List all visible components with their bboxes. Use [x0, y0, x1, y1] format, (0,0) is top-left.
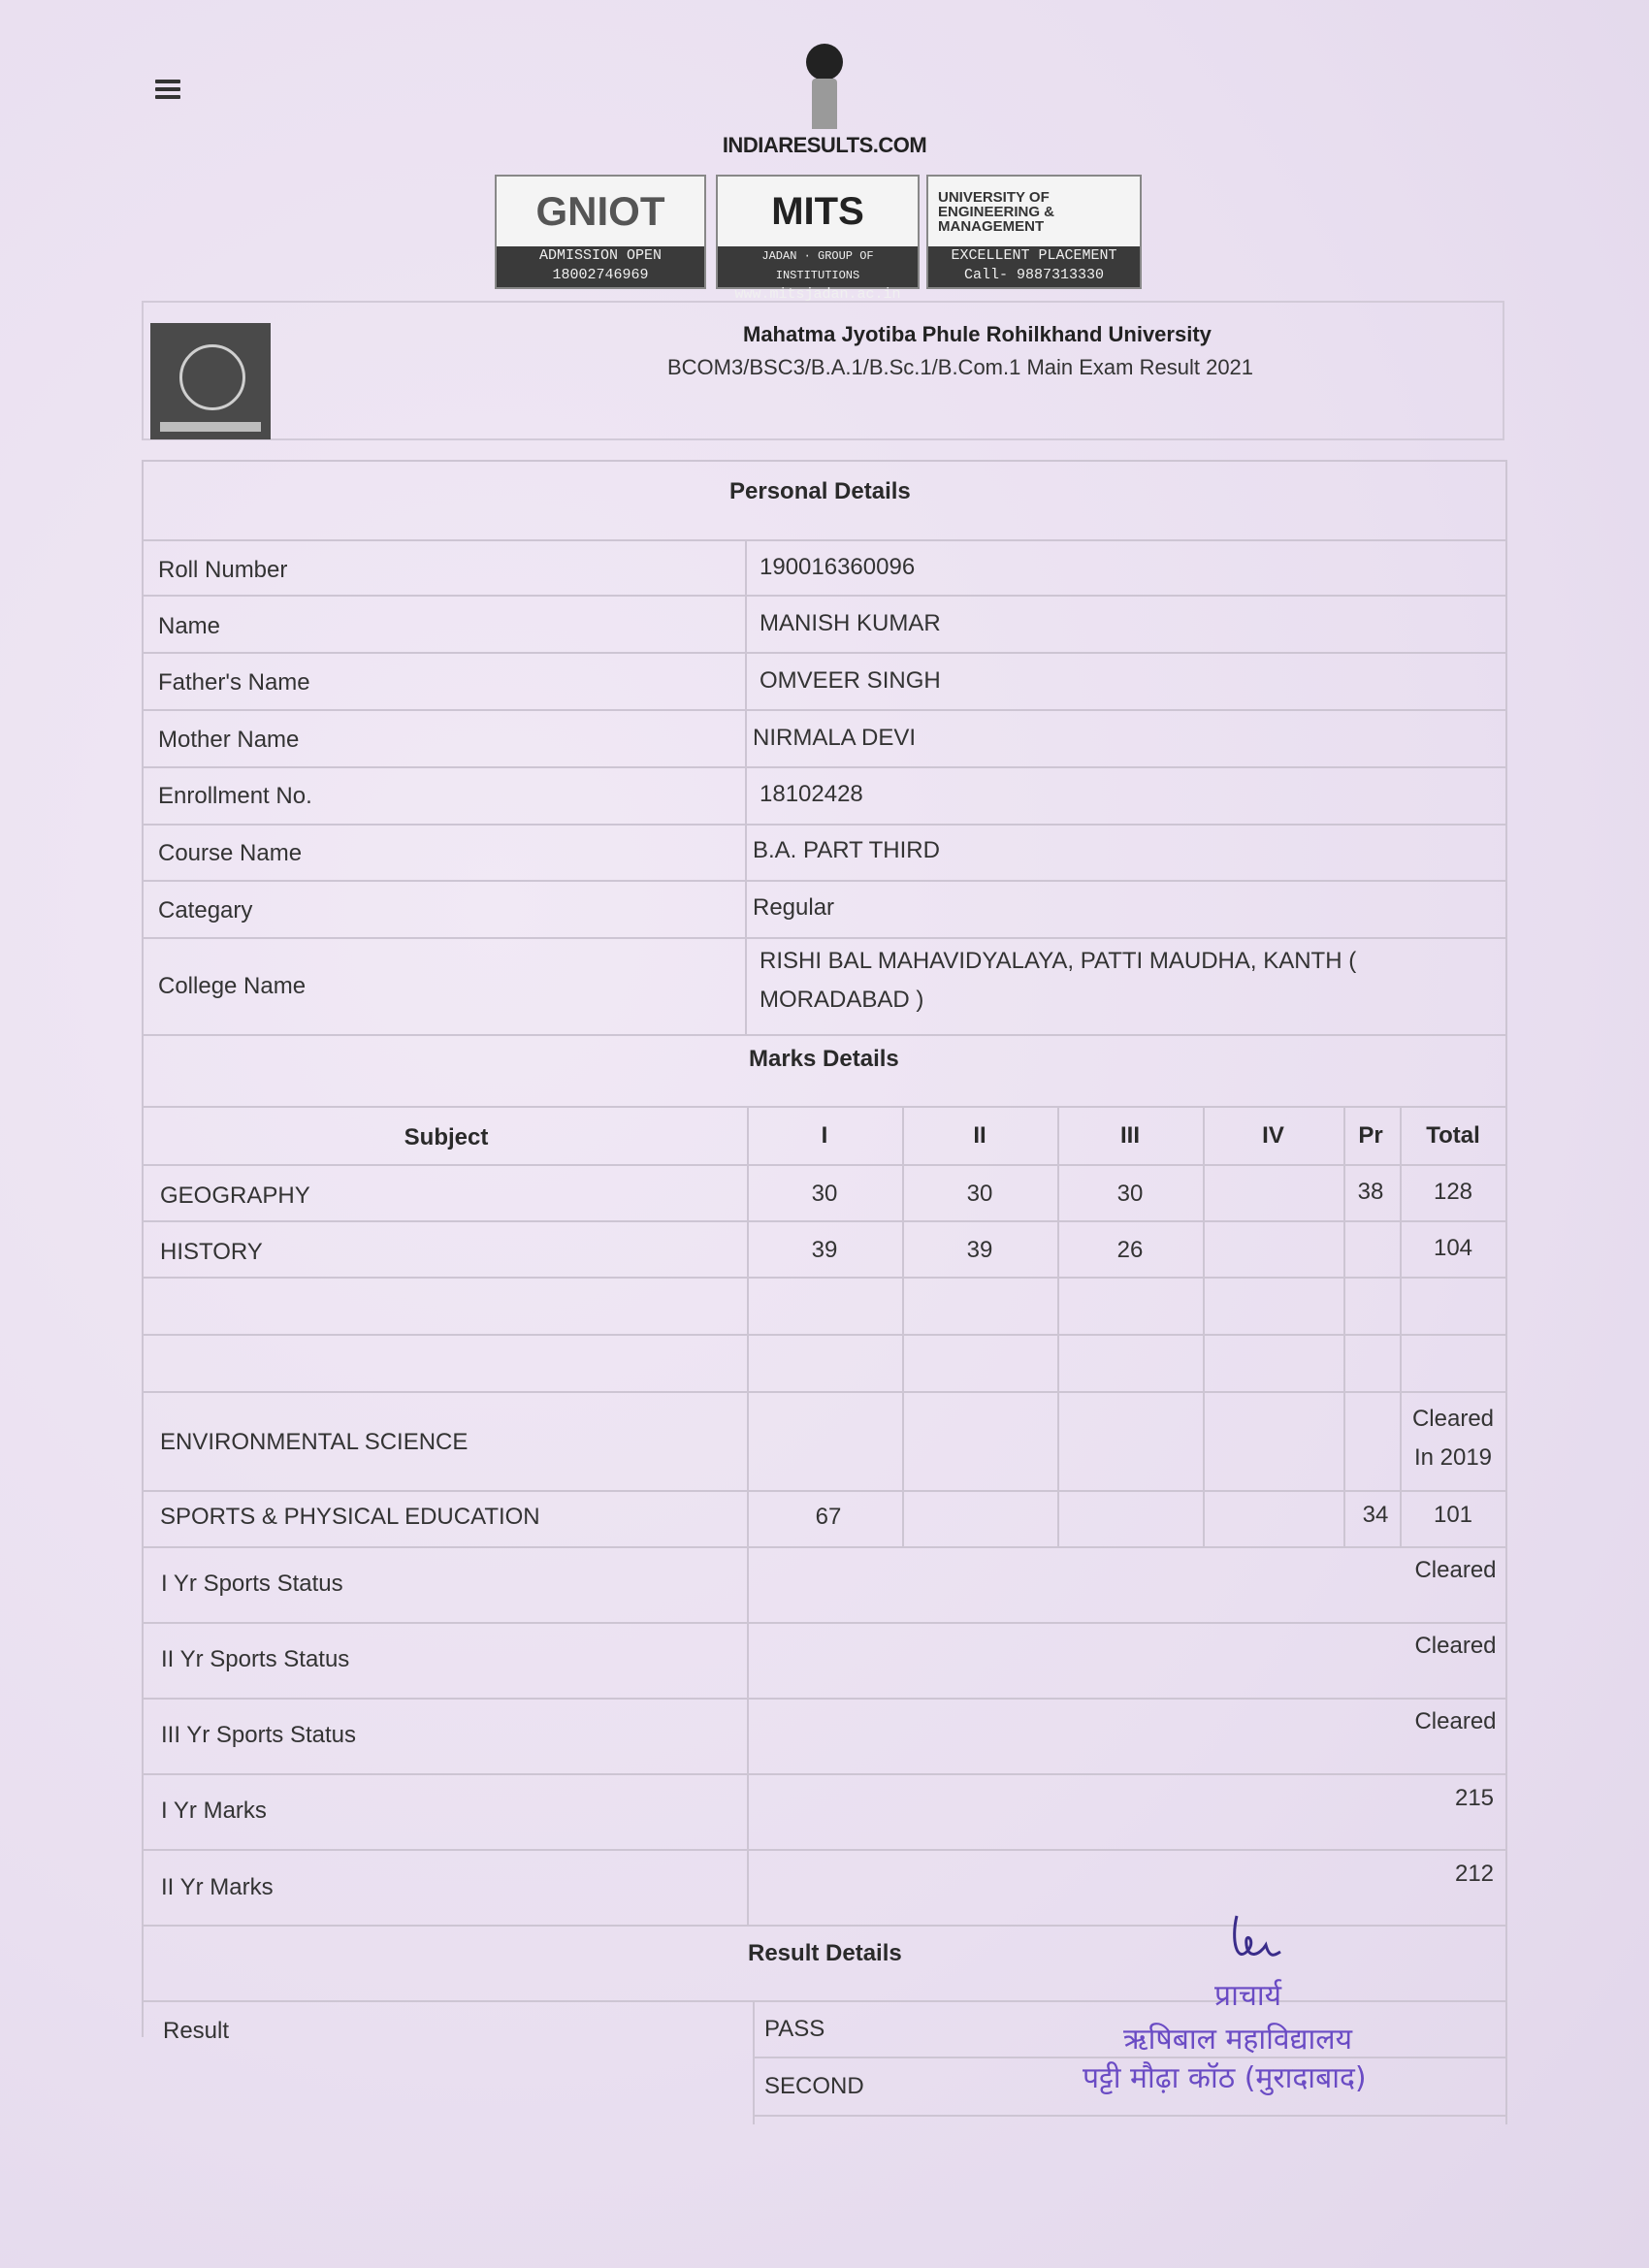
grid-line-vertical	[142, 460, 144, 2037]
grid-line-horizontal	[142, 460, 1505, 462]
subject-sports: SPORTS & PHYSICAL EDUCATION	[160, 1504, 540, 1530]
grid-line-horizontal	[142, 1622, 1505, 1624]
col-iv: IV	[1262, 1122, 1284, 1149]
ad-mits-name: MITS	[771, 189, 864, 233]
subject-environmental-science: ENVIRONMENTAL SCIENCE	[160, 1429, 469, 1455]
label-ii-yr-marks: II Yr Marks	[161, 1874, 274, 1900]
grid-line-horizontal	[753, 2115, 1505, 2117]
ad-mits-line1: www.mitsjadan.ac.in	[734, 286, 901, 303]
menu-icon[interactable]	[155, 80, 180, 99]
grid-line-horizontal	[142, 2000, 1505, 2002]
history-total: 104	[1433, 1235, 1473, 1261]
grid-line-horizontal	[142, 539, 1505, 541]
marks-details-title: Marks Details	[749, 1046, 899, 1072]
label-enrollment-no: Enrollment No.	[158, 783, 312, 809]
value-fathers-name: OMVEER SINGH	[760, 667, 941, 694]
indiaresults-mark-icon	[800, 44, 849, 131]
label-roll-number: Roll Number	[158, 557, 288, 583]
sports-total: 101	[1433, 1502, 1473, 1528]
grid-line-horizontal	[142, 1106, 1505, 1108]
university-name: Mahatma Jyotiba Phule Rohilkhand University	[743, 322, 1212, 346]
geography-pr: 38	[1357, 1179, 1384, 1205]
grid-line-vertical	[1057, 1490, 1059, 1546]
grid-line-horizontal	[142, 1925, 1505, 1927]
col-subject: Subject	[404, 1124, 489, 1150]
subject-geography: GEOGRAPHY	[160, 1183, 310, 1209]
value-ii-yr-marks: 212	[1454, 1861, 1495, 1887]
history-ii: 39	[966, 1237, 993, 1263]
stamp-college: ऋषिबाल महाविद्यालय	[1123, 2023, 1352, 2057]
ad-gniot-line1: ADMISSION OPEN	[538, 247, 663, 264]
grid-line-horizontal	[142, 1277, 1505, 1279]
geography-iii: 30	[1116, 1181, 1144, 1207]
geography-ii: 30	[966, 1181, 993, 1207]
ad-gniot-line2: 18002746969	[552, 267, 649, 283]
label-category: Categary	[158, 897, 253, 923]
value-enrollment-no: 18102428	[760, 781, 863, 807]
label-ii-yr-sports: II Yr Sports Status	[161, 1646, 350, 1672]
value-i-yr-sports: Cleared	[1414, 1557, 1497, 1583]
value-iii-yr-sports: Cleared	[1414, 1708, 1497, 1734]
history-i: 39	[811, 1237, 838, 1263]
grid-line-horizontal	[142, 1773, 1505, 1775]
value-mother-name: NIRMALA DEVI	[753, 725, 917, 751]
exam-name: BCOM3/BSC3/B.A.1/B.Sc.1/B.Com.1 Main Exam Result 2021	[667, 355, 1254, 379]
grid-line-horizontal	[142, 1490, 1505, 1492]
grid-line-horizontal	[142, 1698, 1505, 1700]
value-result: PASS	[764, 2016, 825, 2042]
value-division: SECOND	[764, 2073, 864, 2099]
ad-mits[interactable]	[716, 175, 920, 303]
col-ii: II	[973, 1122, 986, 1149]
subject-history: HISTORY	[160, 1239, 263, 1265]
env-total-line2: In 2019	[1413, 1444, 1493, 1471]
value-i-yr-marks: 215	[1454, 1785, 1495, 1811]
geography-total: 128	[1433, 1179, 1473, 1205]
sports-i: 67	[815, 1504, 842, 1530]
ad-gniot-info	[497, 246, 704, 287]
grid-line-vertical	[1203, 1490, 1205, 1546]
personal-details-title: Personal Details	[729, 478, 911, 504]
ad-gniot-name: GNIOT	[535, 188, 665, 234]
grid-line-horizontal	[142, 595, 1505, 597]
ad-gniot[interactable]	[495, 175, 706, 289]
grid-line-horizontal	[142, 709, 1505, 711]
ad-uem-line1: EXCELLENT PLACEMENT	[951, 247, 1117, 264]
label-iii-yr-sports: III Yr Sports Status	[161, 1722, 356, 1748]
signature-icon	[1227, 1911, 1285, 1979]
ad-mits-info	[718, 246, 918, 303]
value-course-name: B.A. PART THIRD	[753, 837, 940, 863]
value-category: Regular	[753, 894, 835, 921]
history-iii: 26	[1116, 1237, 1144, 1263]
label-college-name: College Name	[158, 973, 307, 999]
grid-line-horizontal	[142, 1546, 1505, 1548]
col-total: Total	[1426, 1122, 1480, 1149]
university-seal-icon	[150, 323, 271, 439]
grid-line-vertical	[747, 1546, 749, 1925]
ad-uem-line2: Call- 9887313330	[963, 267, 1105, 283]
grid-line-vertical	[745, 539, 747, 1034]
grid-line-horizontal	[142, 880, 1505, 882]
geography-i: 30	[811, 1181, 838, 1207]
label-result: Result	[163, 2018, 230, 2044]
grid-line-horizontal	[142, 766, 1505, 768]
sports-pr: 34	[1362, 1502, 1389, 1528]
result-details-title: Result Details	[748, 1940, 902, 1966]
ad-mits-sub: JADAN · GROUP OF INSTITUTIONS	[761, 249, 874, 282]
col-iii: III	[1119, 1122, 1140, 1149]
col-pr: Pr	[1358, 1122, 1383, 1149]
brand-text: INDIARESULTS.COM	[722, 133, 927, 157]
grid-line-horizontal	[142, 1034, 1505, 1036]
grid-line-vertical	[753, 2000, 755, 2124]
label-i-yr-marks: I Yr Marks	[161, 1798, 267, 1824]
value-ii-yr-sports: Cleared	[1414, 1633, 1497, 1659]
ad-uem[interactable]	[926, 175, 1142, 289]
grid-line-horizontal	[142, 652, 1505, 654]
label-i-yr-sports: I Yr Sports Status	[161, 1571, 343, 1597]
value-name: MANISH KUMAR	[760, 610, 941, 636]
env-total-line1: Cleared	[1411, 1406, 1495, 1432]
grid-line-horizontal	[142, 1849, 1505, 1851]
grid-line-horizontal	[142, 824, 1505, 826]
label-name: Name	[158, 613, 221, 639]
ad-uem-info	[928, 246, 1140, 287]
label-course-name: Course Name	[158, 840, 303, 866]
grid-line-horizontal	[142, 1220, 1505, 1222]
grid-line-horizontal	[142, 1391, 1505, 1393]
value-roll-number: 190016360096	[760, 554, 916, 580]
grid-line-horizontal	[142, 937, 1505, 939]
label-fathers-name: Father's Name	[158, 669, 310, 696]
grid-line-horizontal	[142, 1334, 1505, 1336]
grid-line-horizontal	[142, 1164, 1505, 1166]
label-mother-name: Mother Name	[158, 727, 300, 753]
grid-line-vertical	[1343, 1490, 1345, 1546]
ad-uem-name: UNIVERSITY OF ENGINEERING & MANAGEMENT	[938, 188, 1055, 235]
col-i: I	[821, 1122, 828, 1149]
grid-line-vertical	[747, 1490, 749, 1546]
value-college-name: RISHI BAL MAHAVIDYALAYA, PATTI MAUDHA, KANTH ( MORADABAD )	[760, 948, 1357, 1013]
indiaresults-logo[interactable]	[713, 44, 936, 158]
stamp-address: पट्टी मौढ़ा कॉठ (मुरादाबाद)	[1083, 2061, 1367, 2095]
stamp-principal: प्राचार्य	[1214, 1979, 1282, 2013]
